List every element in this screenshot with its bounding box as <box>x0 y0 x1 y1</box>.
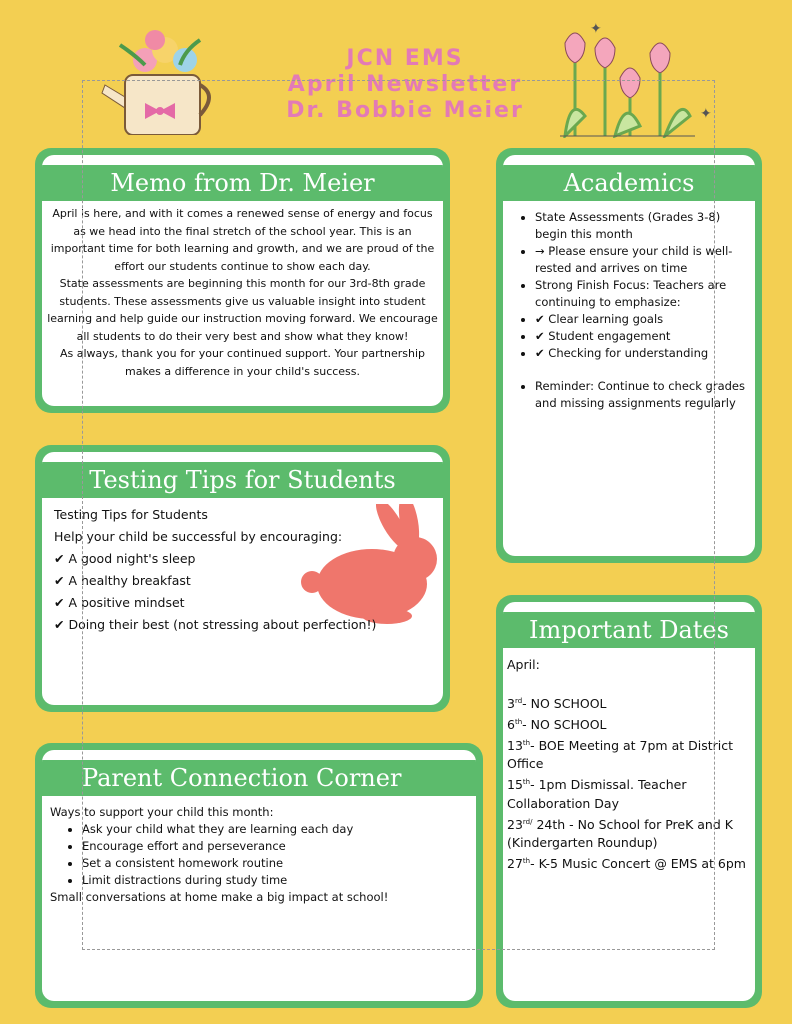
date-suffix: th <box>522 856 531 865</box>
list-item: ✔ Doing their best (not stressing about perfection!) <box>54 617 377 632</box>
section-heading: Academics <box>503 165 755 201</box>
date-day: 6 <box>507 717 515 733</box>
date-text: - 1pm Dismissal. Teacher Collaboration Day <box>507 777 687 811</box>
list-item: • Limit distractions during study time <box>82 872 468 889</box>
date-suffix: th <box>522 739 531 748</box>
date-text: - K-5 Music Concert @ EMS at 6pm <box>530 855 746 871</box>
date-day: 23 <box>507 816 523 832</box>
list-item: • Set a consistent homework routine <box>82 855 468 872</box>
date-day: 15 <box>507 777 523 793</box>
testing-tips-section <box>35 445 450 712</box>
section-heading: Parent Connection Corner <box>42 760 476 796</box>
dates-list <box>507 692 751 873</box>
list-item: • ✔ Clear learning goals <box>535 311 751 328</box>
date-day: 27 <box>507 855 523 871</box>
list-item: • → Please ensure your child is well-rested and arrives on time <box>535 243 751 277</box>
newsletter-title <box>260 46 550 124</box>
memo-paragraph: April is here, and with it comes a renewed sense of energy and focus as we head into the final stretch of the school year. This is an important time for both learning and growth, and we are proud of the effort our students continue to show each day. <box>50 207 435 273</box>
list-item: ✔ A good night's sleep <box>54 551 196 566</box>
date-suffix: rd <box>514 697 523 705</box>
date-suffix: th <box>522 778 531 787</box>
author-name: Dr. Bobbie Meier <box>286 98 524 123</box>
month-label: April: <box>507 657 540 672</box>
list-item: ✔ A positive mindset <box>54 595 185 610</box>
list-item: • State Assessments (Grades 3-8) begin this month <box>535 209 751 243</box>
closing: Small conversations at home make a big impact at school! <box>50 890 389 904</box>
newsletter-name: April Newsletter <box>287 72 523 97</box>
list-item: • Ask your child what they are learning each day <box>82 821 468 838</box>
date-text: - NO SCHOOL <box>522 717 607 733</box>
memo-paragraph: State assessments are beginning this month for our 3rd-8th grade students. These assessments give us valuable insight into student learning and help guide our instruction moving forward. We encourage all students to do their very best and show what they know! <box>47 277 438 343</box>
date-suffix: rd/ <box>522 817 533 826</box>
date-text: - BOE Meeting at 7pm at District Office <box>507 738 734 772</box>
memo-paragraph: As always, thank you for your continued support. Your partnership makes a difference in your child's success. <box>59 347 426 378</box>
date-text: - NO SCHOOL <box>522 696 607 712</box>
intro: Ways to support your child this month: <box>50 805 274 819</box>
academics-section <box>496 148 762 563</box>
list-item: • Strong Finish Focus: Teachers are continuing to emphasize: <box>535 277 751 311</box>
date-item <box>507 692 751 713</box>
date-suffix: th <box>514 718 523 727</box>
date-item <box>507 852 751 873</box>
subtitle: Testing Tips for Students <box>54 507 208 522</box>
parent-connection-section <box>35 743 483 1008</box>
date-day: 3 <box>507 696 515 712</box>
section-heading: Memo from Dr. Meier <box>42 165 443 201</box>
date-item <box>507 773 751 812</box>
svg-text:✦: ✦ <box>700 106 712 122</box>
tulips-icon <box>555 18 720 138</box>
important-dates-section <box>496 595 762 1008</box>
list-item: • ✔ Student engagement <box>535 328 751 345</box>
section-heading: Testing Tips for Students <box>42 462 443 498</box>
date-item <box>507 713 751 734</box>
list-item: • ✔ Checking for understanding <box>535 345 751 362</box>
date-item <box>507 734 751 773</box>
date-text: 24th - No School for PreK and K (Kindergarten Roundup) <box>507 816 733 850</box>
school-name: JCN EMS <box>346 46 464 71</box>
date-day: 13 <box>507 738 523 754</box>
svg-text:✦: ✦ <box>590 21 602 37</box>
memo-section <box>35 148 450 413</box>
section-heading: Important Dates <box>503 612 755 648</box>
list-item: ✔ A healthy breakfast <box>54 573 191 588</box>
date-item <box>507 813 751 852</box>
intro: Help your child be successful by encouraging: <box>54 529 343 544</box>
list-item: • Encourage effort and perseverance <box>82 838 468 855</box>
reminder: • Reminder: Continue to check grades and missing assignments regularly <box>535 378 751 412</box>
watering-can-flowers-icon <box>100 15 220 135</box>
